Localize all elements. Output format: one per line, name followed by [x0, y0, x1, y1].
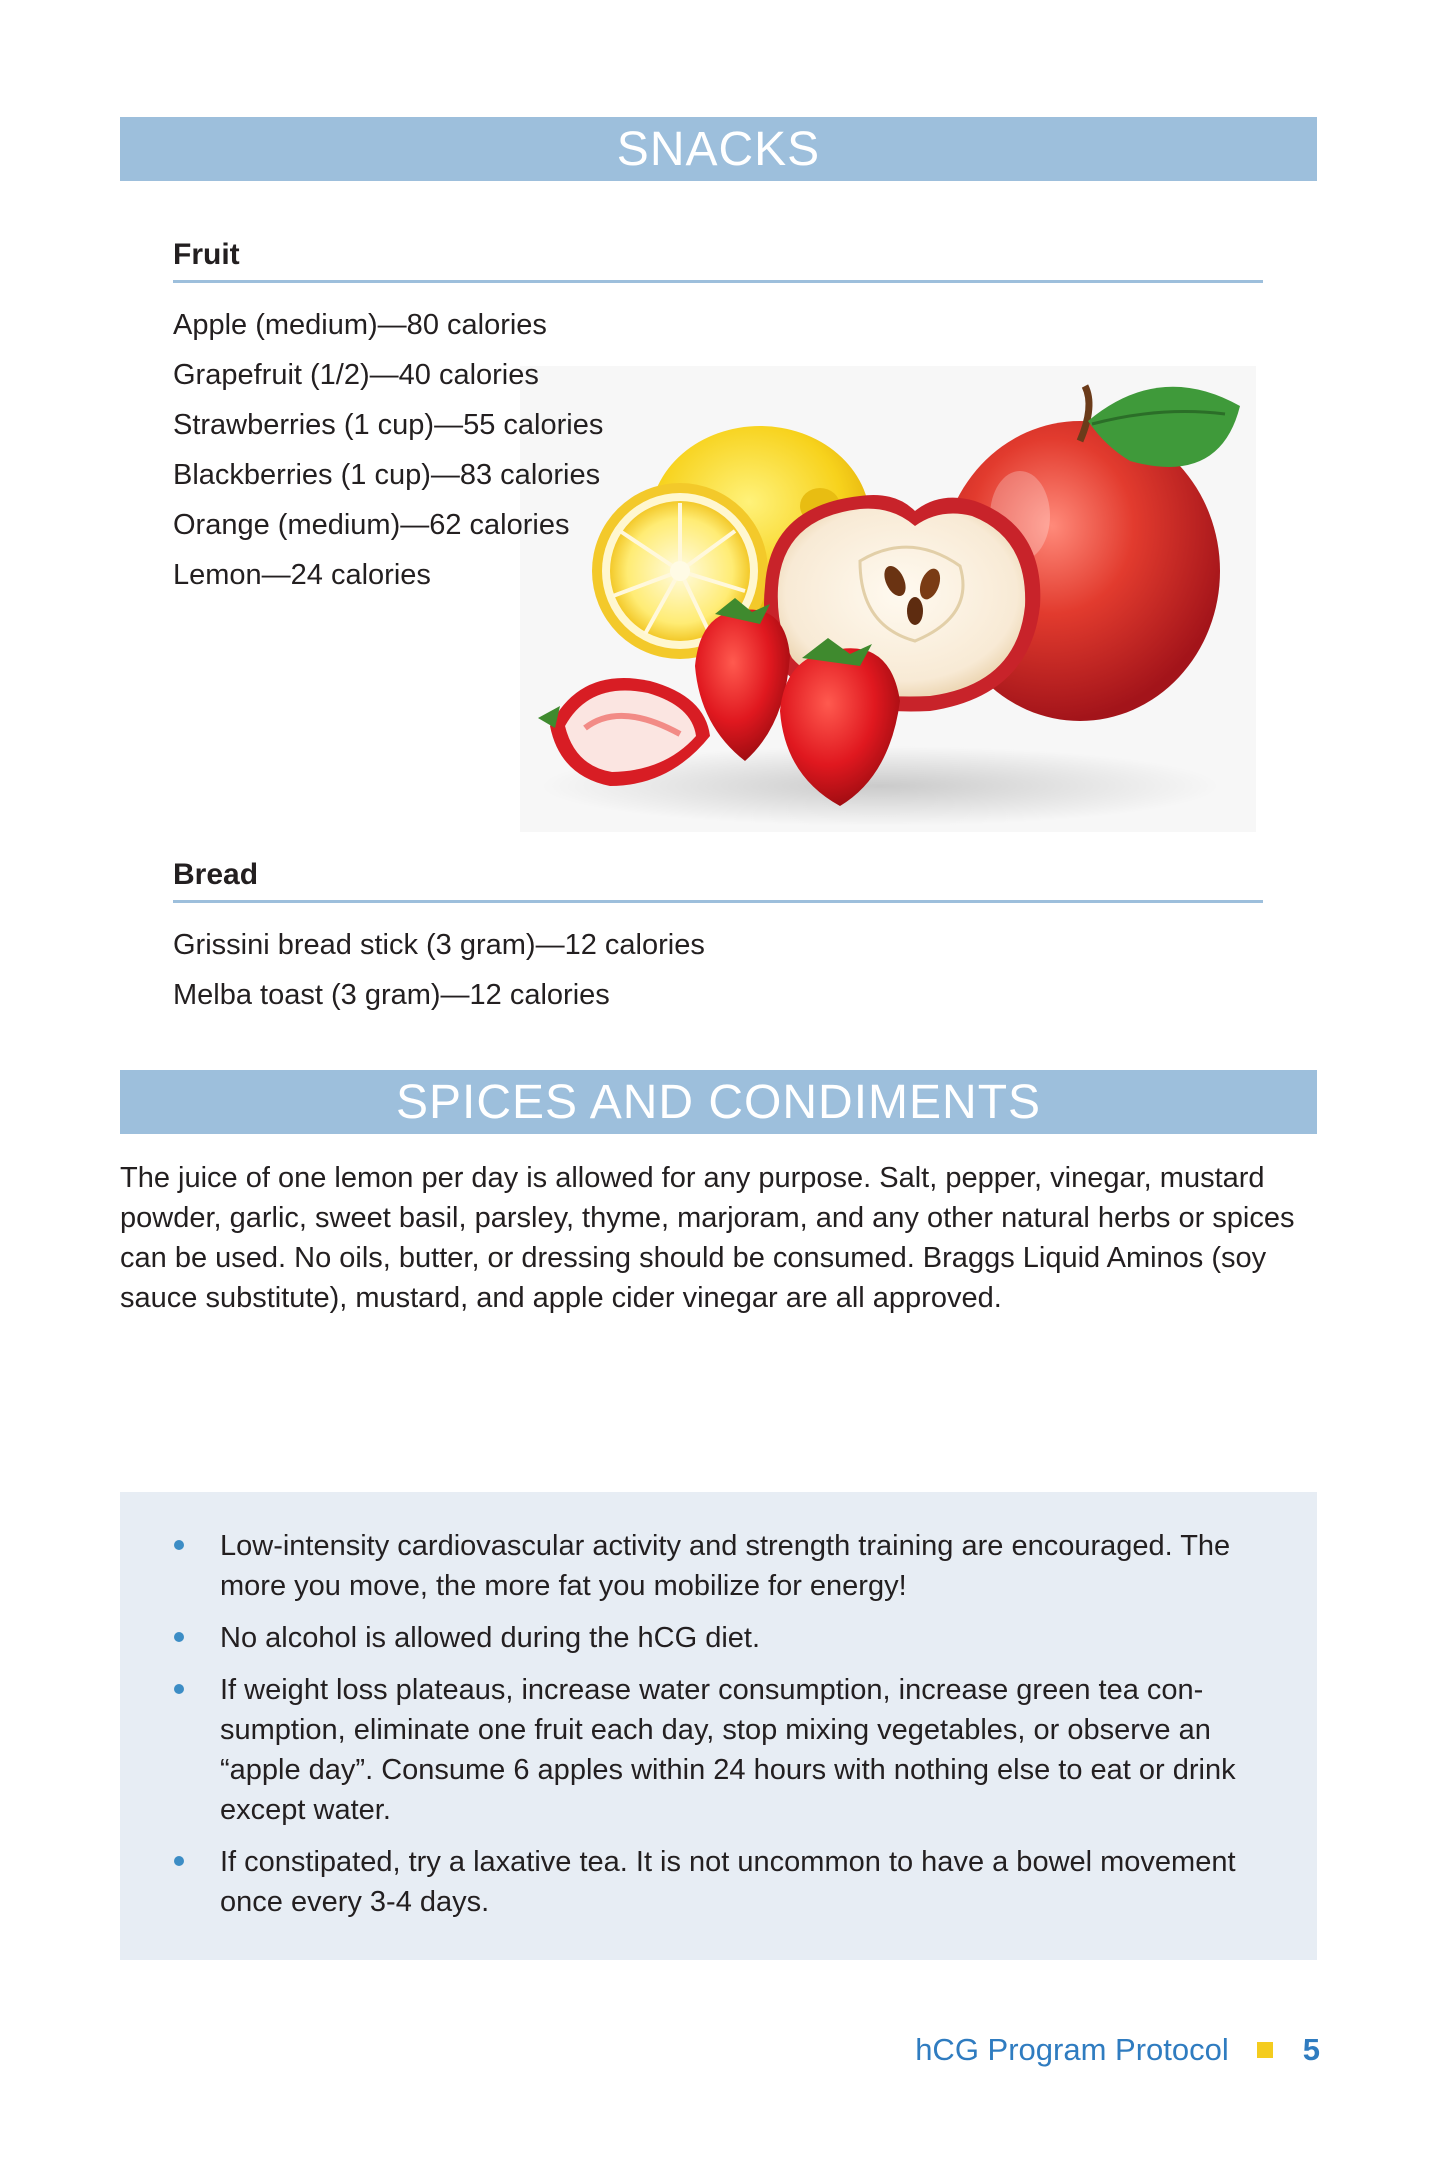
- list-item: [220, 1526, 1270, 1606]
- tip-text: If weight loss plateaus, increase water consumption, increase green tea con-sumption, eliminate one fruit each day, stop mixing vegetables, or observe an “apple day”. Consume 6 apples within 24 hours with nothing else to eat or drink except water.: [220, 1674, 1236, 1826]
- list-item: Orange (medium)—62 calories: [173, 509, 570, 541]
- square-icon: [1257, 2042, 1273, 2058]
- snacks-banner: [120, 117, 1317, 181]
- list-item: Grissini bread stick (3 gram)—12 calories: [173, 929, 705, 961]
- page-footer: [915, 2032, 1320, 2068]
- tip-text: If constipated, try a laxative tea. It is not uncommon to have a bowel movement once every 3-4 days.: [220, 1846, 1236, 1918]
- snacks-title: SNACKS: [616, 123, 821, 176]
- bread-list: [173, 920, 705, 1020]
- spices-banner: [120, 1070, 1317, 1134]
- bread-heading: Bread: [173, 858, 1263, 903]
- footer-title: hCG Program Protocol: [915, 2032, 1229, 2067]
- list-item: Lemon—24 calories: [173, 559, 431, 591]
- list-item: [220, 1670, 1270, 1830]
- tip-text: Low-intensity cardiovascular activity and strength training are encouraged. The more you move, the more fat you mobilize for energy!: [220, 1530, 1231, 1602]
- page-number: 5: [1302, 2032, 1320, 2067]
- tip-text: No alcohol is allowed during the hCG diet.: [220, 1622, 761, 1654]
- list-item: [220, 1842, 1270, 1922]
- bullet-icon: [174, 1540, 184, 1550]
- bullet-icon: [174, 1856, 184, 1866]
- fruit-photo: [520, 366, 1256, 832]
- bullet-icon: [174, 1632, 184, 1642]
- list-item: Melba toast (3 gram)—12 calories: [173, 979, 610, 1011]
- fruit-list: [173, 300, 603, 600]
- list-item: Grapefruit (1/2)—40 calories: [173, 359, 539, 391]
- spices-title: SPICES AND CONDIMENTS: [395, 1076, 1042, 1129]
- list-item: Apple (medium)—80 calories: [173, 309, 547, 341]
- list-item: Strawberries (1 cup)—55 calories: [173, 409, 604, 441]
- bullet-icon: [174, 1684, 184, 1694]
- tips-list: [220, 1526, 1270, 1934]
- tips-box: [120, 1492, 1317, 1960]
- fruit-heading: Fruit: [173, 238, 1263, 283]
- spices-paragraph: The juice of one lemon per day is allowed for any purpose. Salt, pepper, vinegar, mustard powder, garlic, sweet basil, parsley, thyme, marjoram, and any other natural herbs or spices can be used. No oils, butter, or dressing should be consumed. Braggs Liquid Aminos (soy sauce substitute), mustard, and apple cider vinegar are all approved.: [120, 1162, 1295, 1314]
- list-item: Blackberries (1 cup)—83 calories: [173, 459, 601, 491]
- list-item: [220, 1618, 1270, 1658]
